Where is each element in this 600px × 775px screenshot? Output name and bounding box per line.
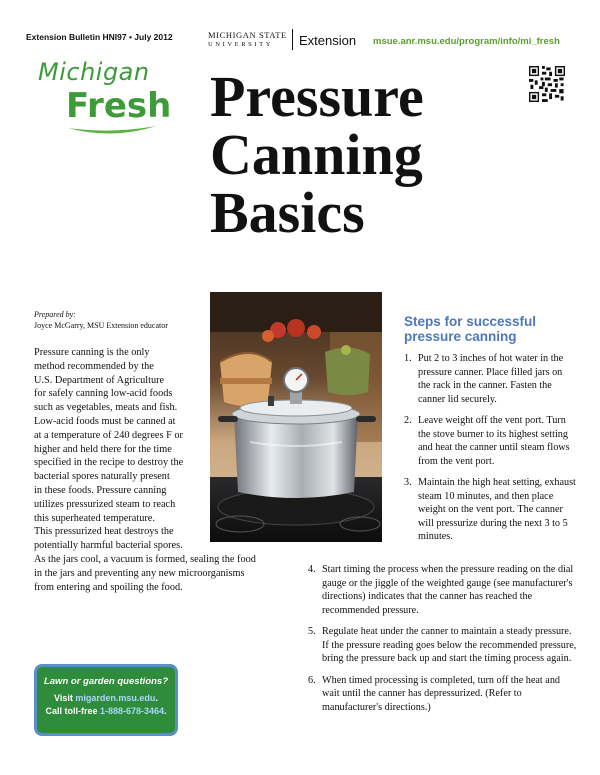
steps-heading-line2: pressure canning	[404, 329, 517, 344]
msu-line2: UNIVERSITY	[208, 41, 273, 48]
bulletin-info: Extension Bulletin HNI97 • July 2012	[26, 32, 173, 42]
intro-line: Low-acid foods must be canned at	[34, 415, 176, 427]
intro-line: this superheated temperature.	[34, 512, 155, 524]
intro-line: U.S. Department of Agriculture	[34, 374, 165, 386]
step-number: 4.	[308, 564, 316, 575]
step-item	[308, 625, 580, 666]
title-line3: Basics	[210, 180, 365, 245]
intro-line: such as vegetables, meats and fish.	[34, 402, 178, 414]
step-number: 6.	[308, 674, 316, 686]
intro-line: potentially harmful bacterial spores.	[34, 540, 183, 552]
intro-line: As the jars cool, a vacuum is formed, sealing the food	[34, 553, 256, 565]
intro-line: in these foods. Pressure canning	[34, 484, 167, 496]
step-item	[404, 352, 576, 406]
intro-line: utilizes pressurized steam to reach	[34, 498, 176, 510]
steps-heading-line1: Steps for successful	[404, 314, 537, 329]
title-line1: Pressure	[210, 64, 424, 129]
intro-line: method recommended by the	[34, 360, 154, 372]
extension-label: Extension	[299, 33, 357, 48]
visit-label: Visit	[54, 693, 76, 703]
steps-heading	[404, 314, 574, 344]
intro-line: bacterial spores naturally present	[34, 471, 170, 483]
visit-end: .	[155, 693, 158, 703]
author: Joyce McGarry, MSU Extension educator	[34, 321, 168, 330]
step-text: Leave weight off the vent port. Turn the stove burner to its highest setting and heat the canner until steam flows from the vent port.	[418, 415, 570, 467]
intro-line: in the jars and preventing any new microorganisms	[34, 567, 245, 579]
step-item	[308, 674, 580, 715]
logo-swoosh-icon	[66, 124, 158, 138]
steps-list-bottom	[308, 563, 580, 722]
prepared-by-label: Prepared by:	[34, 310, 76, 319]
step-text: Put 2 to 3 inches of hot water in the pressure canner. Place filled jars on the rack in the canner. Fasten the canner lid securely.	[418, 353, 564, 405]
step-number: 2.	[404, 415, 412, 426]
step-text: Start timing the process when the pressure reading on the dial gauge or the jiggle of the weighted gauge (see manufacturer's directions) indicates that the canner has reached the recommended pressure.	[322, 564, 574, 616]
msu-divider	[292, 29, 293, 50]
program-url[interactable]: msue.anr.msu.edu/program/info/mi_fresh	[373, 36, 560, 47]
intro-line: for safely canning low-acid foods	[34, 388, 173, 400]
call-end: .	[164, 706, 167, 716]
step-text: When timed processing is completed, turn off the heat and wait until the canner has depressurized. (Refer to manufacturer's directions.)	[322, 674, 561, 713]
callout-call	[37, 706, 175, 716]
step-item	[404, 476, 576, 544]
logo-fresh: Fresh	[66, 86, 172, 126]
intro-line: This pressurized heat destroys the	[34, 526, 174, 538]
page-title	[210, 64, 424, 245]
callout-question: Lawn or garden questions?	[43, 676, 169, 687]
visit-link[interactable]: migarden.msu.edu	[75, 693, 156, 703]
intro-line: Pressure canning is the only	[34, 347, 150, 358]
intro-line: specified in the recipe to destroy the	[34, 457, 184, 469]
step-item	[308, 563, 580, 617]
step-text: Regulate heat under the canner to maintain a steady pressure. If the pressure reading goes below the recommended pressure, bring the pressure back up and start the timing process again.	[322, 626, 577, 664]
step-text: Maintain the high heat setting, exhaust steam 10 minutes, and then place weight on the vent port. The canner will pressurize during the next 3 to 5 minutes.	[418, 477, 576, 542]
logo-michigan: Michigan	[38, 58, 150, 86]
step-number: 3.	[404, 477, 412, 488]
intro-line: at a temperature of 240 degrees F or	[34, 429, 183, 441]
msu-wordmark	[208, 30, 292, 48]
title-line2: Canning	[210, 122, 423, 187]
garden-help-callout	[34, 664, 178, 736]
callout-visit	[37, 693, 175, 703]
msu-line1: MICHIGAN STATE	[208, 30, 287, 40]
qr-code-icon[interactable]	[529, 66, 565, 102]
steps-list-top	[404, 352, 576, 552]
intro-line: from entering and spoiling the food.	[34, 581, 183, 593]
step-number: 5.	[308, 626, 316, 637]
step-number: 1.	[404, 353, 412, 364]
step-item	[404, 414, 576, 468]
intro-line: higher and held there for the time	[34, 443, 172, 455]
call-label: Call toll-free	[45, 706, 100, 716]
call-number[interactable]: 1-888-678-3464	[99, 706, 165, 716]
pressure-canner-photo	[210, 292, 382, 542]
